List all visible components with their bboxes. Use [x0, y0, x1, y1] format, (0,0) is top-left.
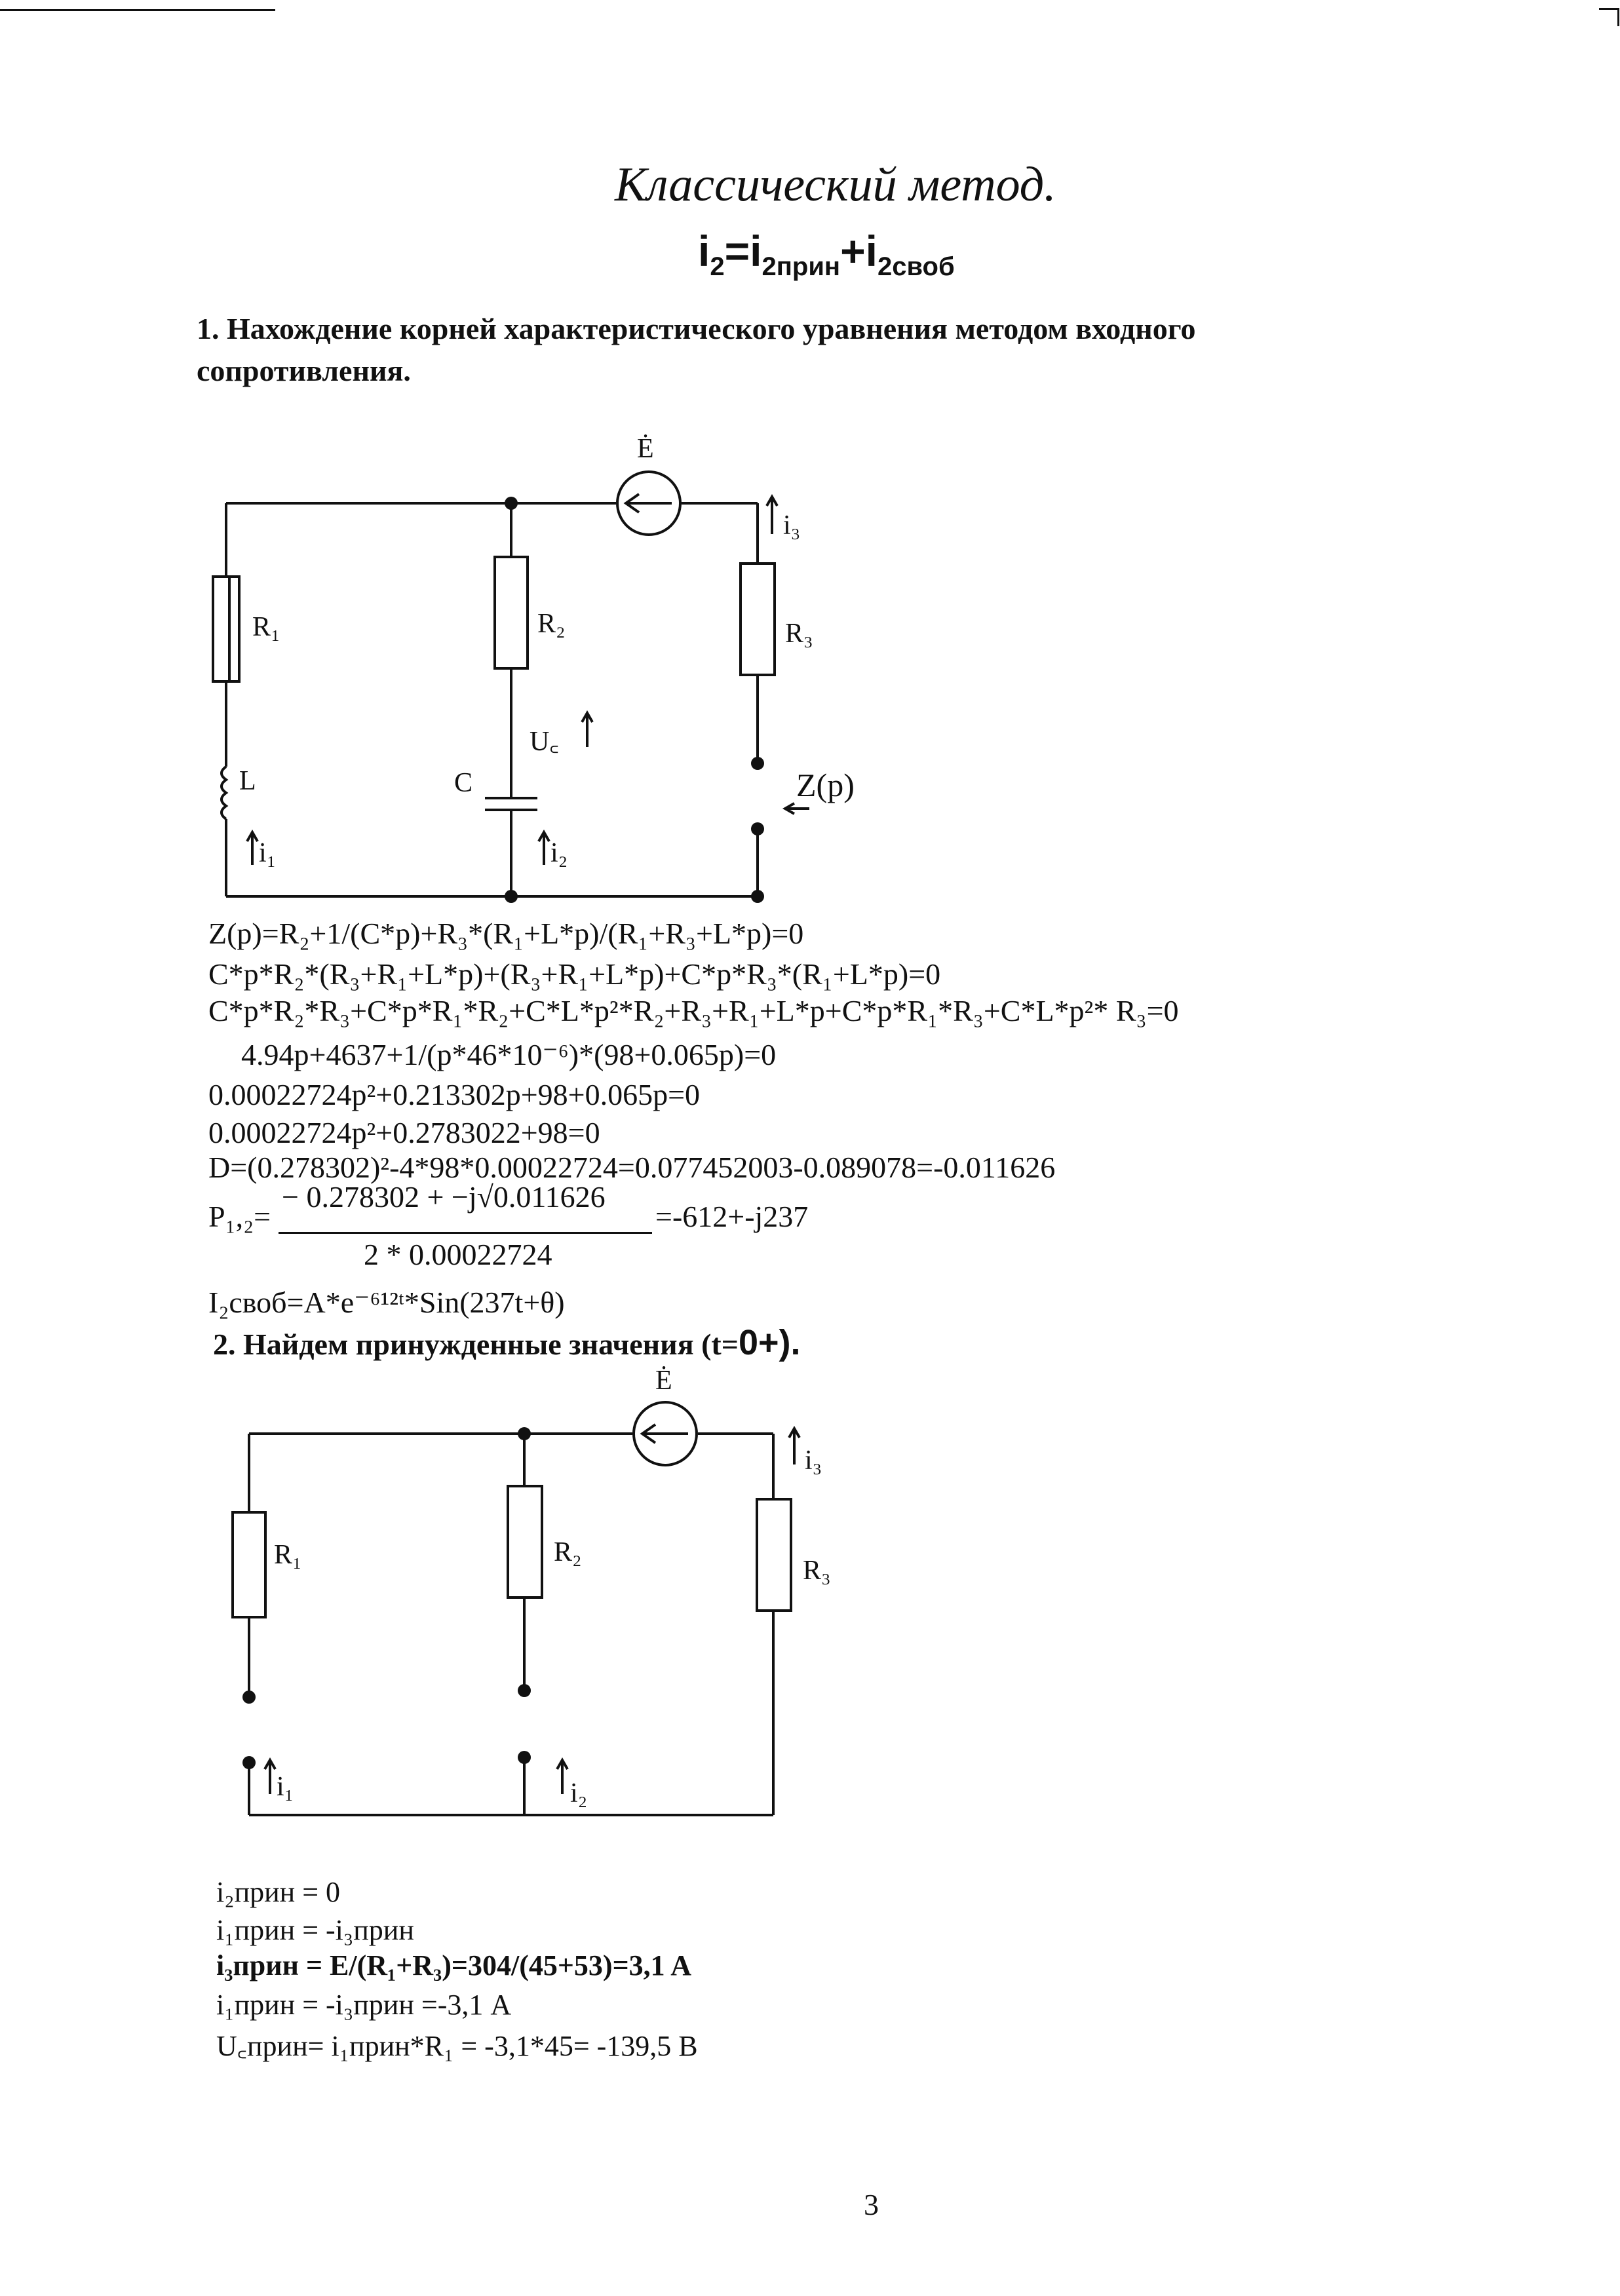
label-r2: R₂ — [537, 609, 566, 639]
label-l: L — [239, 766, 256, 796]
subtitle-sub-svob: 2своб — [877, 252, 955, 282]
result-line-1: i₂прин = 0 — [216, 1876, 341, 1908]
top-right-scan-rule — [1599, 8, 1619, 10]
label-i2: i₂ — [550, 838, 568, 868]
result-line-4: i₁прин = -i₃прин =-3,1 A — [216, 1989, 512, 2021]
label-i3-2: i₃ — [805, 1445, 822, 1476]
equation-line-6: 0.00022724p²+0.2783022+98=0 — [208, 1116, 600, 1149]
label-r3: R₃ — [785, 619, 813, 649]
roots-label: P₁,₂= — [208, 1200, 271, 1233]
terminal-top — [751, 757, 764, 770]
node-top-middle — [505, 497, 518, 510]
terminal-left-bottom — [242, 1756, 256, 1769]
equation-line-1: Z(p)=R₂+1/(C*p)+R₃*(R₁+L*p)/(R₁+R₃+L*p)=0 — [208, 917, 804, 950]
top-left-scan-rule — [0, 9, 275, 11]
node-top-middle-2 — [518, 1427, 531, 1440]
resistor-r3-2 — [757, 1499, 791, 1611]
label-r1: R₁ — [252, 612, 280, 642]
result-line-5: U꜀прин= i₁прин*R₁ = -3,1*45= -139,5 B — [216, 2030, 698, 2062]
equation-line-5: 0.00022724p²+0.213302p+98+0.065p=0 — [208, 1078, 701, 1111]
label-i3: i₃ — [783, 510, 801, 541]
resistor-r1-2 — [233, 1512, 265, 1617]
circuit-diagram-2 — [197, 1356, 917, 1854]
terminal-left-top — [242, 1691, 256, 1704]
page-title: Классический метод. — [615, 158, 1056, 212]
resistor-r2 — [495, 557, 528, 668]
roots-fraction-bar — [279, 1232, 652, 1234]
node-bottom-middle — [505, 890, 518, 903]
top-right-scan-rule-vertical — [1617, 8, 1619, 26]
terminal-middle-bottom — [518, 1751, 531, 1764]
discriminant-line: D=(0.278302)²-4*98*0.00022724=0.077452003-0.089078=-0.011626 — [208, 1151, 1056, 1184]
section-2-heading-text: 2. Найдем принужденные значения (t= — [213, 1328, 739, 1361]
result-line-2: i₁прин = -i₃прин — [216, 1914, 414, 1946]
label-source-e: Ė — [637, 434, 654, 464]
equation-line-4: 4.94p+4637+1/(p*46*10⁻⁶)*(98+0.065p)=0 — [241, 1038, 777, 1071]
roots-fraction-denominator: 2 * 0.00022724 — [364, 1238, 552, 1271]
subtitle-i: i — [698, 227, 710, 275]
equation-line-3: C*p*R₂*R₃+C*p*R₁*R₂+C*L*p²*R₂+R₃+R₁+L*p+C*p*R₁*R₃+C*L*p²* R₃=0 — [208, 994, 1179, 1027]
label-i2-2: i₂ — [570, 1778, 588, 1808]
terminal-bottom — [751, 822, 764, 835]
label-r1-2: R₁ — [274, 1540, 302, 1570]
label-uc: U꜀ — [530, 727, 559, 757]
resistor-r1 — [213, 577, 239, 681]
roots-result: =-612+-j237 — [655, 1200, 809, 1233]
subtitle-eq: =i — [724, 227, 762, 275]
circuit-diagram-1 — [197, 419, 917, 917]
node-bottom-right — [751, 890, 764, 903]
subtitle-sub-2: 2 — [710, 252, 725, 282]
result-line-3: i₃прин = E/(R₁+R₃)=304/(45+53)=3,1 A — [216, 1949, 691, 1981]
section-2-heading-time: 0+). — [738, 1323, 801, 1362]
label-zp: Z(p) — [796, 767, 855, 803]
free-current-formula: I₂своб=A*e⁻⁶¹²ᵗ*Sin(237t+θ) — [208, 1286, 565, 1319]
terminal-middle-top — [518, 1684, 531, 1697]
label-source-e-2: Ė — [655, 1366, 672, 1396]
resistor-r2-2 — [508, 1486, 542, 1598]
resistor-r3 — [741, 564, 775, 675]
label-i1-2: i₁ — [277, 1772, 294, 1802]
subtitle-plus: +i — [840, 227, 878, 275]
label-i1: i₁ — [259, 838, 277, 868]
equation-line-2: C*p*R₂*(R₃+R₁+L*p)+(R₃+R₁+L*p)+C*p*R₃*(R₁+L*p)=0 — [208, 957, 941, 991]
label-r3-2: R₃ — [803, 1556, 831, 1586]
roots-fraction-numerator: − 0.278302 + −j√0.011626 — [282, 1180, 606, 1214]
label-c: C — [454, 768, 473, 798]
subtitle-sub-prin: 2прин — [762, 252, 841, 282]
inductor-l-icon — [222, 767, 226, 819]
page-number: 3 — [864, 2188, 879, 2221]
section-1-heading: 1. Нахождение корней характеристического уравнения методом входного сопротивления. — [197, 312, 1196, 387]
label-r2-2: R₂ — [554, 1537, 582, 1567]
page-subtitle-formula — [698, 226, 955, 282]
